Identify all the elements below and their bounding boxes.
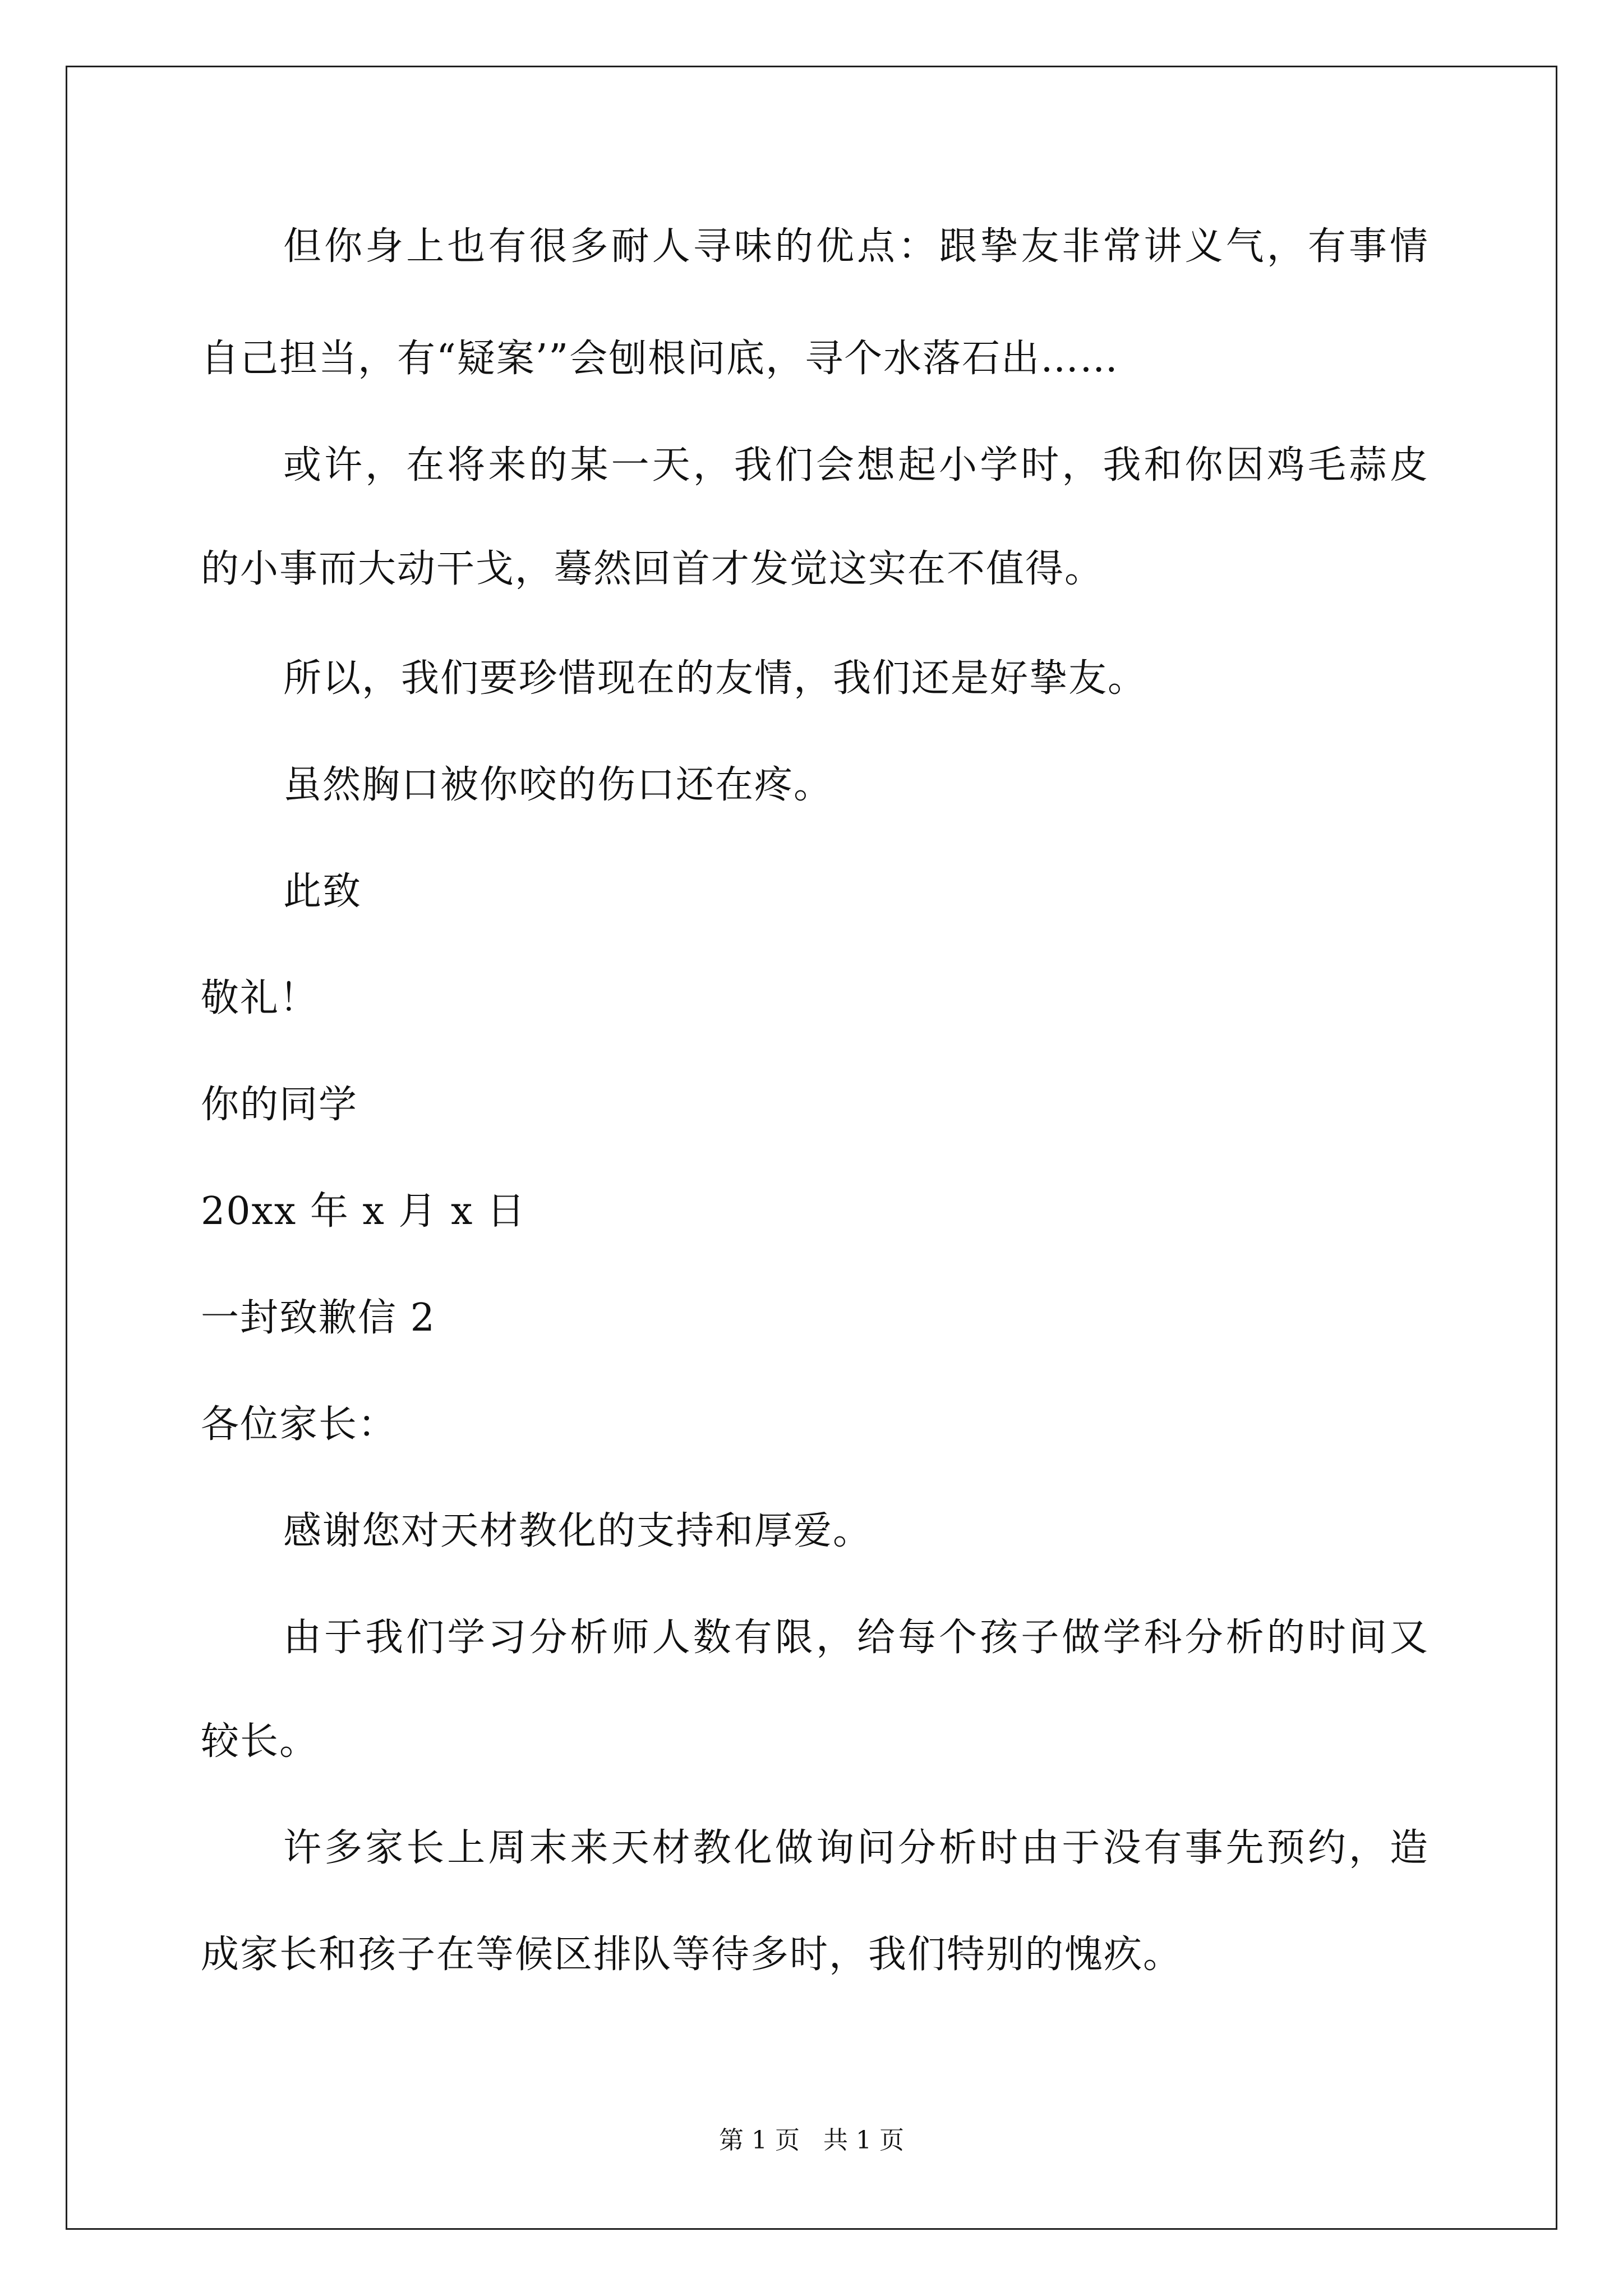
- paragraph-line: 所以，我们要珍惜现在的友情，我们还是好挚友。: [283, 656, 1147, 701]
- paragraph-line: 感谢您对天材教化的支持和厚爱。: [283, 1509, 873, 1553]
- page-number: 第 1 页 共 1 页: [719, 2126, 904, 2155]
- paragraph-line: 虽然胸口被你咬的伤口还在疼。: [283, 763, 833, 807]
- date-line: 20xx 年 x 月 x 日: [201, 1189, 527, 1234]
- closing-salutation: 此致: [283, 869, 362, 914]
- paragraph-line: 的小事而大动干戈，蓦然回首才发觉这实在不值得。: [201, 547, 1104, 591]
- signature: 你的同学: [201, 1083, 358, 1127]
- paragraph-line: 成家长和孩子在等候区排队等待多时，我们特别的愧疚。: [201, 1932, 1183, 1977]
- page-footer: [0, 2126, 1623, 2155]
- paragraph-line: 较长。: [201, 1719, 319, 1764]
- greeting: 各位家长：: [201, 1402, 398, 1447]
- closing-respect: 敬礼！: [201, 976, 319, 1020]
- paragraph-line: 许多家长上周末来天材教化做询问分析时由于没有事先预约，造: [283, 1826, 1429, 1870]
- paragraph-line: 或许，在将来的某一天，我们会想起小学时，我和你因鸡毛蒜皮: [283, 443, 1429, 487]
- page-frame: [66, 66, 1557, 2230]
- paragraph-line: 自己担当，有“疑案’”会刨根问底，寻个水落石出……: [201, 337, 1119, 381]
- paragraph-line: 由于我们学习分析师人数有限，给每个孩子做学科分析的时间又: [283, 1616, 1429, 1660]
- letter-title: 一封致歉信 2: [201, 1296, 436, 1340]
- paragraph-line: 但你身上也有很多耐人寻味的优点：跟挚友非常讲义气，有事情: [283, 224, 1429, 269]
